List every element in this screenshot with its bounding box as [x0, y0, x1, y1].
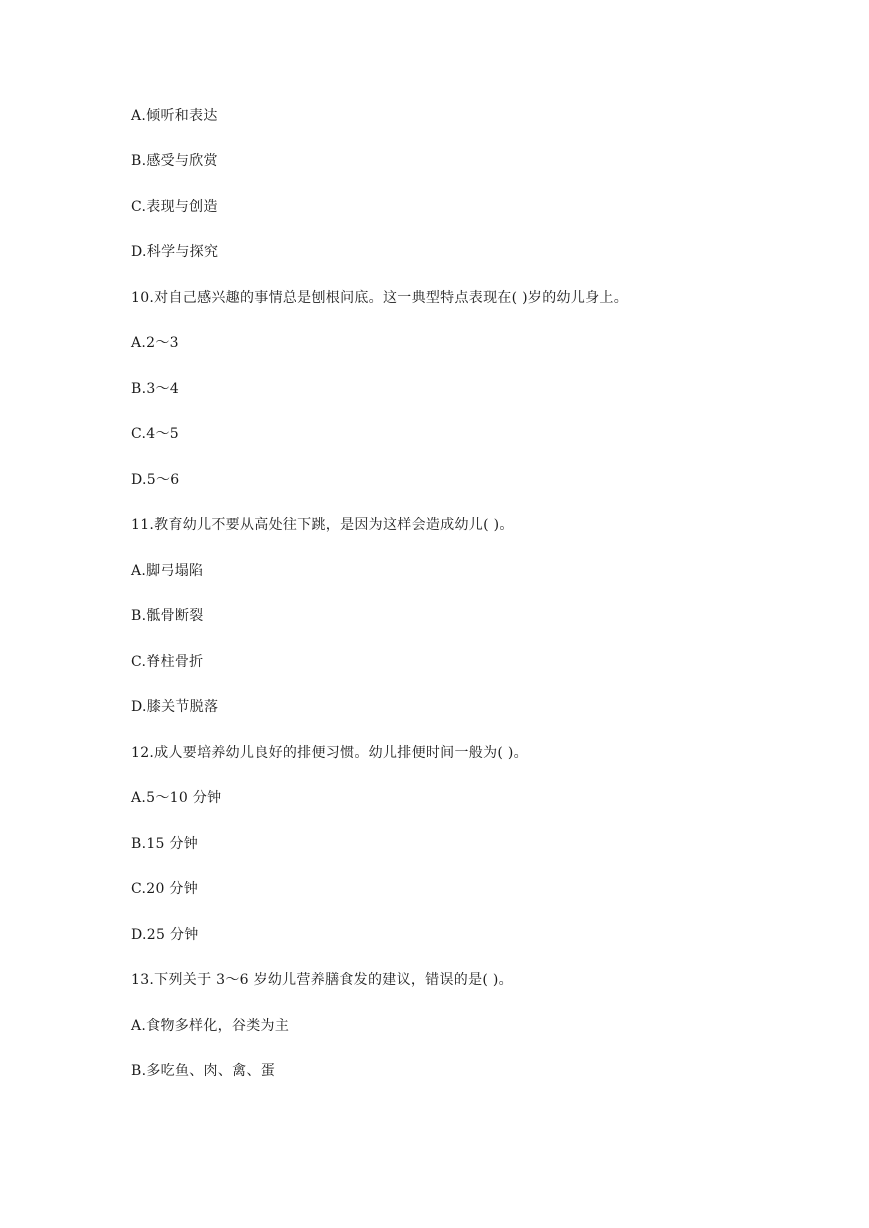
option-d-q9: D.科学与探究	[131, 244, 219, 260]
question-11: 11.教育幼儿不要从高处往下跳，是因为这样会造成幼儿( )。	[131, 517, 514, 533]
option-d-q11: D.膝关节脱落	[131, 699, 219, 715]
option-c-q11: C.脊柱骨折	[131, 654, 204, 670]
option-b-q9: B.感受与欣赏	[131, 153, 218, 169]
option-b-q12: B.15 分钟	[131, 836, 199, 852]
option-a-q9: A.倾听和表达	[131, 108, 218, 124]
question-12: 12.成人要培养幼儿良好的排便习惯。幼儿排便时间一般为( )。	[131, 745, 528, 761]
option-a-q11: A.脚弓塌陷	[131, 563, 204, 579]
question-10: 10.对自己感兴趣的事情总是刨根问底。这一典型特点表现在( )岁的幼儿身上。	[131, 290, 629, 306]
option-c-q12: C.20 分钟	[131, 881, 199, 897]
option-a-q13: A.食物多样化，谷类为主	[131, 1018, 290, 1034]
question-13: 13.下列关于 3～6 岁幼儿营养膳食发的建议，错误的是( )。	[131, 972, 513, 988]
option-c-q9: C.表现与创造	[131, 199, 218, 215]
option-b-q13: B.多吃鱼、肉、禽、蛋	[131, 1063, 276, 1079]
option-a-q12: A.5～10 分钟	[131, 790, 222, 806]
option-a-q10: A.2～3	[131, 335, 179, 351]
option-b-q10: B.3～4	[131, 381, 180, 397]
option-c-q10: C.4～5	[131, 426, 179, 442]
option-d-q10: D.5～6	[131, 472, 180, 488]
option-b-q11: B.骶骨断裂	[131, 608, 204, 624]
option-d-q12: D.25 分钟	[131, 927, 199, 943]
